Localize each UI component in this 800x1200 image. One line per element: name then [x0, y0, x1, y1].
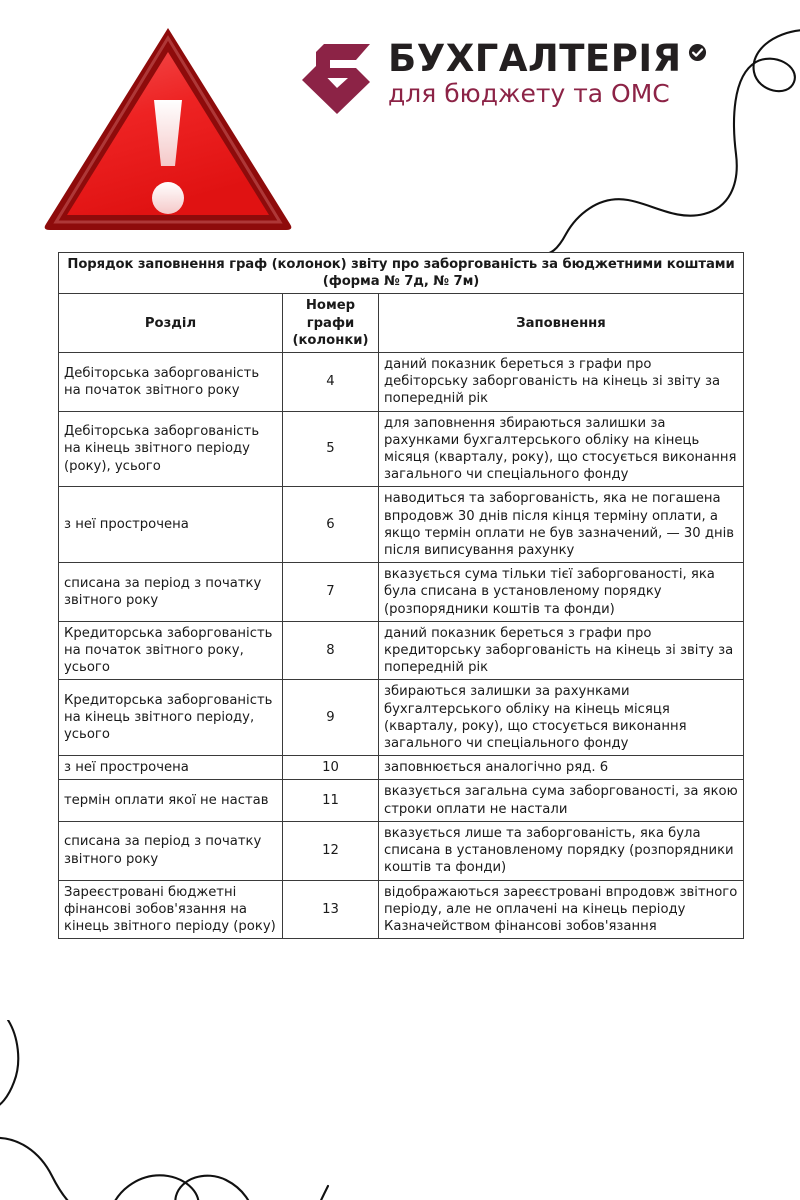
table-row [59, 411, 744, 487]
table-row [59, 680, 744, 756]
brand-logo [300, 37, 707, 116]
table-row [59, 353, 744, 412]
cell-section: Дебіторська заборгованість на кінець звітного періоду (року), усього [59, 411, 283, 487]
cell-filling: даний показник береться з графи про дебіторську заборгованість на кінець зі звіту за попередній рік [379, 353, 744, 412]
cell-number: 10 [283, 756, 379, 780]
cell-filling: даний показник береться з графи про кредиторську заборгованість на кінець зі звіту за попередній рік [379, 621, 744, 680]
cell-section: Зареєстровані бюджетні фінансові зобов'язання на кінець звітного періоду (року) [59, 880, 283, 939]
cell-filling: заповнюється аналогічно ряд. 6 [379, 756, 744, 780]
brand-subtitle: для бюджету та ОМС [388, 79, 670, 108]
cell-number: 6 [283, 487, 379, 563]
cell-number: 13 [283, 880, 379, 939]
cell-section: з неї прострочена [59, 756, 283, 780]
table-row [59, 487, 744, 563]
decorative-squiggle-bottom-icon [0, 1020, 412, 1200]
table-body [59, 353, 744, 939]
cell-number: 7 [283, 563, 379, 622]
column-header-number: Номер графи (колонки) [283, 294, 379, 353]
warning-triangle-icon [42, 22, 294, 234]
reference-table-container [58, 252, 743, 939]
cell-section: з неї прострочена [59, 487, 283, 563]
cell-filling: збираються залишки за рахунками бухгалтерського обліку на кінець місяця (кварталу, року), що стосується виконання загального чи спеціального фонду [379, 680, 744, 756]
cell-number: 8 [283, 621, 379, 680]
column-header-filling: Заповнення [379, 294, 744, 353]
table-row [59, 821, 744, 880]
cell-filling: вказується сума тільки тієї заборгованості, яка була списана в установленому порядку (розпорядники коштів та фонди) [379, 563, 744, 622]
table-row [59, 880, 744, 939]
column-header-section: Розділ [59, 294, 283, 353]
table-row [59, 780, 744, 821]
cell-number: 5 [283, 411, 379, 487]
cell-section: списана за період з початку звітного року [59, 821, 283, 880]
table-header-row [59, 294, 744, 353]
table-row [59, 621, 744, 680]
table-title-row [59, 253, 744, 294]
cell-filling: вказується лише та заборгованість, яка була списана в установленому порядку (розпорядники коштів та фонди) [379, 821, 744, 880]
cell-number: 12 [283, 821, 379, 880]
table-title: Порядок заповнення граф (колонок) звіту про заборгованість за бюджетними коштами (форма № 7д, № 7м) [59, 253, 744, 294]
b-diamond-logo-icon [300, 42, 374, 116]
cell-number: 9 [283, 680, 379, 756]
cell-section: списана за період з початку звітного року [59, 563, 283, 622]
cell-filling: відображаються зареєстровані впродовж звітного періоду, але не оплачені на кінець періоду Казначейством фінансові зобов'язання [379, 880, 744, 939]
cell-section: Дебіторська заборгованість на початок звітного року [59, 353, 283, 412]
cell-number: 11 [283, 780, 379, 821]
cell-number: 4 [283, 353, 379, 412]
cell-section: Кредиторська заборгованість на початок звітного року, усього [59, 621, 283, 680]
reference-table [58, 252, 744, 939]
cell-filling: наводиться та заборгованість, яка не погашена впродовж 30 днів після кінця терміну оплати, а якщо термін оплати не був зазначений, — 30 днів після виписування рахунку [379, 487, 744, 563]
table-row [59, 563, 744, 622]
brand-title: БУХГАЛТЕРІЯ [388, 37, 682, 80]
cell-filling: для заповнення збираються залишки за рахунками бухгалтерського обліку на кінець місяця (кварталу, року), що стосується виконання загального чи спеціального фонду [379, 411, 744, 487]
cell-section: термін оплати якої не настав [59, 780, 283, 821]
cell-filling: вказується загальна сума заборгованості, за якою строки оплати не настали [379, 780, 744, 821]
table-row [59, 756, 744, 780]
cell-section: Кредиторська заборгованість на кінець звітного періоду, усього [59, 680, 283, 756]
verified-check-badge-icon [688, 43, 707, 62]
